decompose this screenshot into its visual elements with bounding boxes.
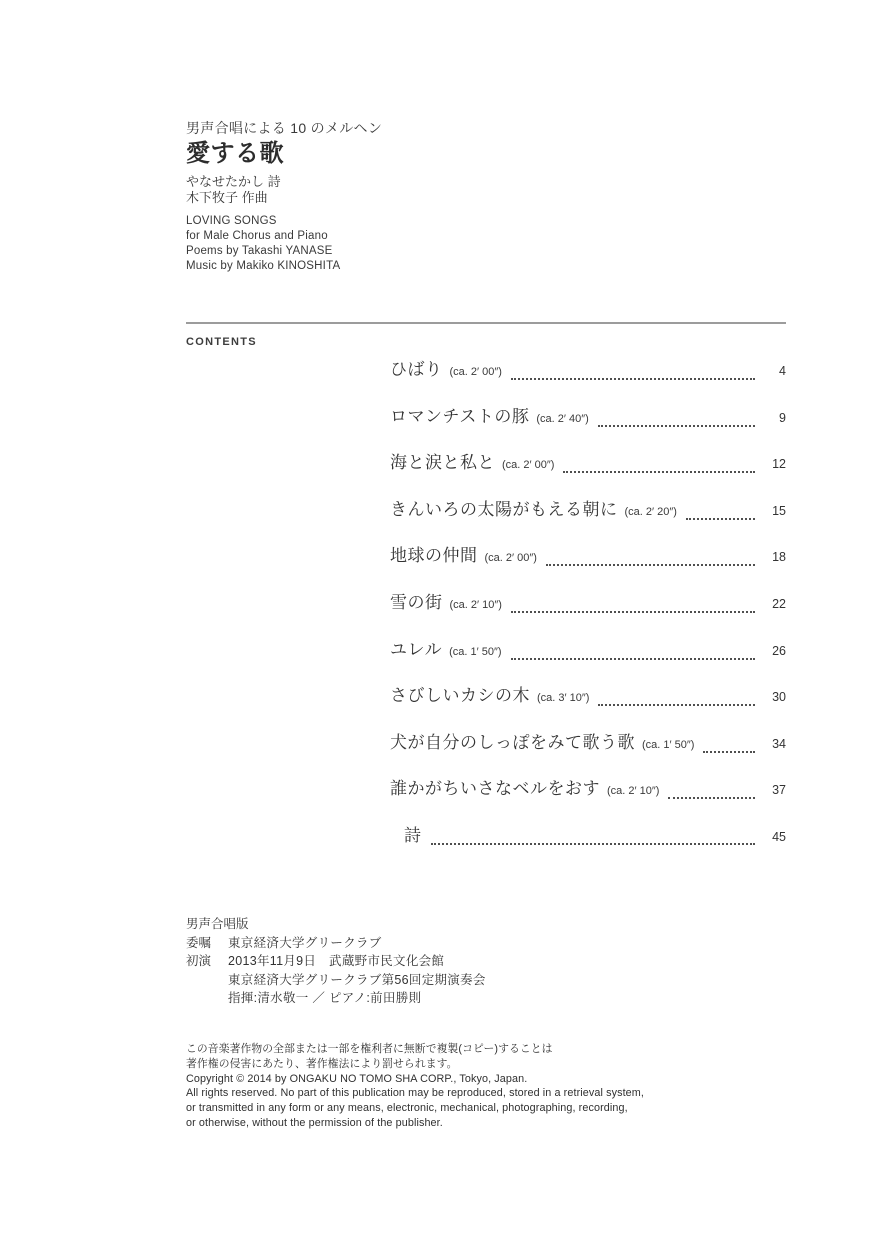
edition-credits: [186, 915, 486, 1008]
credit-row: [186, 952, 486, 971]
song-duration: (ca. 1′ 50″): [642, 738, 695, 751]
dot-leader: [703, 751, 755, 753]
dot-leader: [686, 518, 755, 520]
english-title-line: LOVING SONGS: [186, 215, 277, 227]
toc-row: [390, 448, 786, 480]
song-title: ロマンチストの豚: [390, 406, 530, 426]
toc-row: [390, 728, 786, 760]
copyright-line: Copyright © 2014 by ONGAKU NO TOMO SHA CORP., Tokyo, Japan.: [186, 1072, 528, 1085]
page-number: 18: [772, 550, 786, 565]
dot-leader: [511, 378, 755, 380]
copyright-line: or otherwise, without the permission of the publisher.: [186, 1116, 443, 1129]
toc-row: [390, 821, 786, 852]
toc-row: [390, 774, 786, 806]
page-number: 34: [772, 736, 786, 751]
credit-label: [186, 989, 228, 1008]
credit-rows: [186, 934, 486, 1008]
song-duration: (ca. 2′ 10″): [607, 785, 660, 798]
credit-row: [186, 989, 486, 1008]
dot-leader: [431, 843, 756, 845]
copyright-line: 著作権の侵害にあたり、著作権法により罰せられます。: [186, 1057, 458, 1070]
song-duration: (ca. 2′ 20″): [624, 505, 677, 518]
copyright-line: or transmitted in any form or any means, electronic, mechanical, photographing, recording,: [186, 1102, 628, 1115]
song-title: きんいろの太陽がもえる朝に: [390, 499, 618, 519]
copyright-line: この音楽著作物の全部または一部を権利者に無断で複製(コピー)することは: [186, 1043, 553, 1055]
toc-row: [390, 681, 786, 713]
page-number: 12: [772, 457, 786, 472]
toc-row: [390, 635, 786, 667]
credit-row: [186, 971, 486, 990]
divider-rule: [186, 322, 786, 324]
credit-label: [186, 971, 228, 990]
toc-row: [390, 355, 786, 387]
series-title: 男声合唱による 10 のメルヘン: [186, 120, 383, 136]
toc-row: [390, 402, 786, 434]
dot-leader: [546, 564, 755, 566]
page-number: 22: [772, 596, 786, 611]
toc-row: [390, 588, 786, 620]
dot-leader: [511, 611, 755, 613]
credit-label: 委嘱: [186, 935, 212, 950]
english-title-line: Music by Makiko KINOSHITA: [186, 260, 341, 272]
page-number: 26: [772, 643, 786, 658]
copyright-line: All rights reserved. No part of this publication may be reproduced, stored in a retrieval system,: [186, 1087, 644, 1100]
page-number: 45: [772, 829, 786, 844]
song-duration: (ca. 2′ 00″): [502, 459, 555, 472]
page-number: 37: [772, 783, 786, 798]
toc-row: [390, 495, 786, 527]
dot-leader: [598, 704, 755, 706]
credit-text: 東京経済大学グリークラブ: [228, 935, 382, 950]
contents-heading: CONTENTS: [186, 336, 257, 348]
page-number: 4: [779, 364, 786, 378]
credit-label: 初演: [186, 954, 212, 968]
song-title: さびしいカシの木: [390, 686, 530, 706]
song-title: 雪の街: [390, 592, 443, 612]
song-title: 海と涙と私と: [390, 453, 495, 473]
title-block: [186, 119, 382, 274]
table-of-contents: [390, 355, 786, 867]
credit-row: [186, 934, 486, 953]
dot-leader: [511, 658, 756, 660]
credit-text: 東京経済大学グリークラブ第56回定期演奏会: [228, 972, 486, 987]
composer-credit: 木下牧子 作曲: [186, 190, 268, 205]
song-duration: (ca. 2′ 40″): [536, 412, 589, 425]
song-duration: (ca. 3′ 10″): [537, 692, 590, 705]
song-duration: (ca. 1′ 50″): [449, 645, 502, 658]
english-title-line: Poems by Takashi YANASE: [186, 245, 333, 257]
song-title: 誰かがちいさなベルをおす: [390, 779, 600, 799]
song-duration: (ca. 2′ 10″): [449, 598, 502, 611]
dot-leader: [668, 797, 755, 799]
song-title: ひばり: [390, 360, 443, 379]
song-title: ユレル: [390, 639, 443, 659]
dot-leader: [598, 425, 755, 427]
toc-row: [390, 541, 786, 573]
page-number: 30: [772, 690, 786, 705]
song-duration: (ca. 2′ 00″): [484, 552, 537, 565]
english-title-line: for Male Chorus and Piano: [186, 230, 328, 242]
song-title: 犬が自分のしっぽをみて歌う歌: [390, 732, 635, 752]
song-duration: (ca. 2′ 00″): [449, 366, 502, 378]
page-number: 9: [779, 410, 786, 425]
song-title: 詩: [404, 825, 422, 845]
dot-leader: [563, 471, 755, 473]
english-title-block: [186, 214, 382, 274]
credit-text: 2013年11月9日 武蔵野市民文化会館: [228, 954, 445, 968]
copyright-notice: [186, 1042, 644, 1131]
song-title: 地球の仲間: [390, 546, 478, 566]
page-number: 15: [772, 503, 786, 518]
main-title: 愛する歌: [186, 140, 284, 167]
poet-credit: やなせたかし 詩: [186, 174, 281, 189]
edition-title: 男声合唱版: [186, 917, 249, 931]
credit-text: 指揮:清水敬一 ／ ピアノ:前田勝則: [228, 991, 422, 1005]
